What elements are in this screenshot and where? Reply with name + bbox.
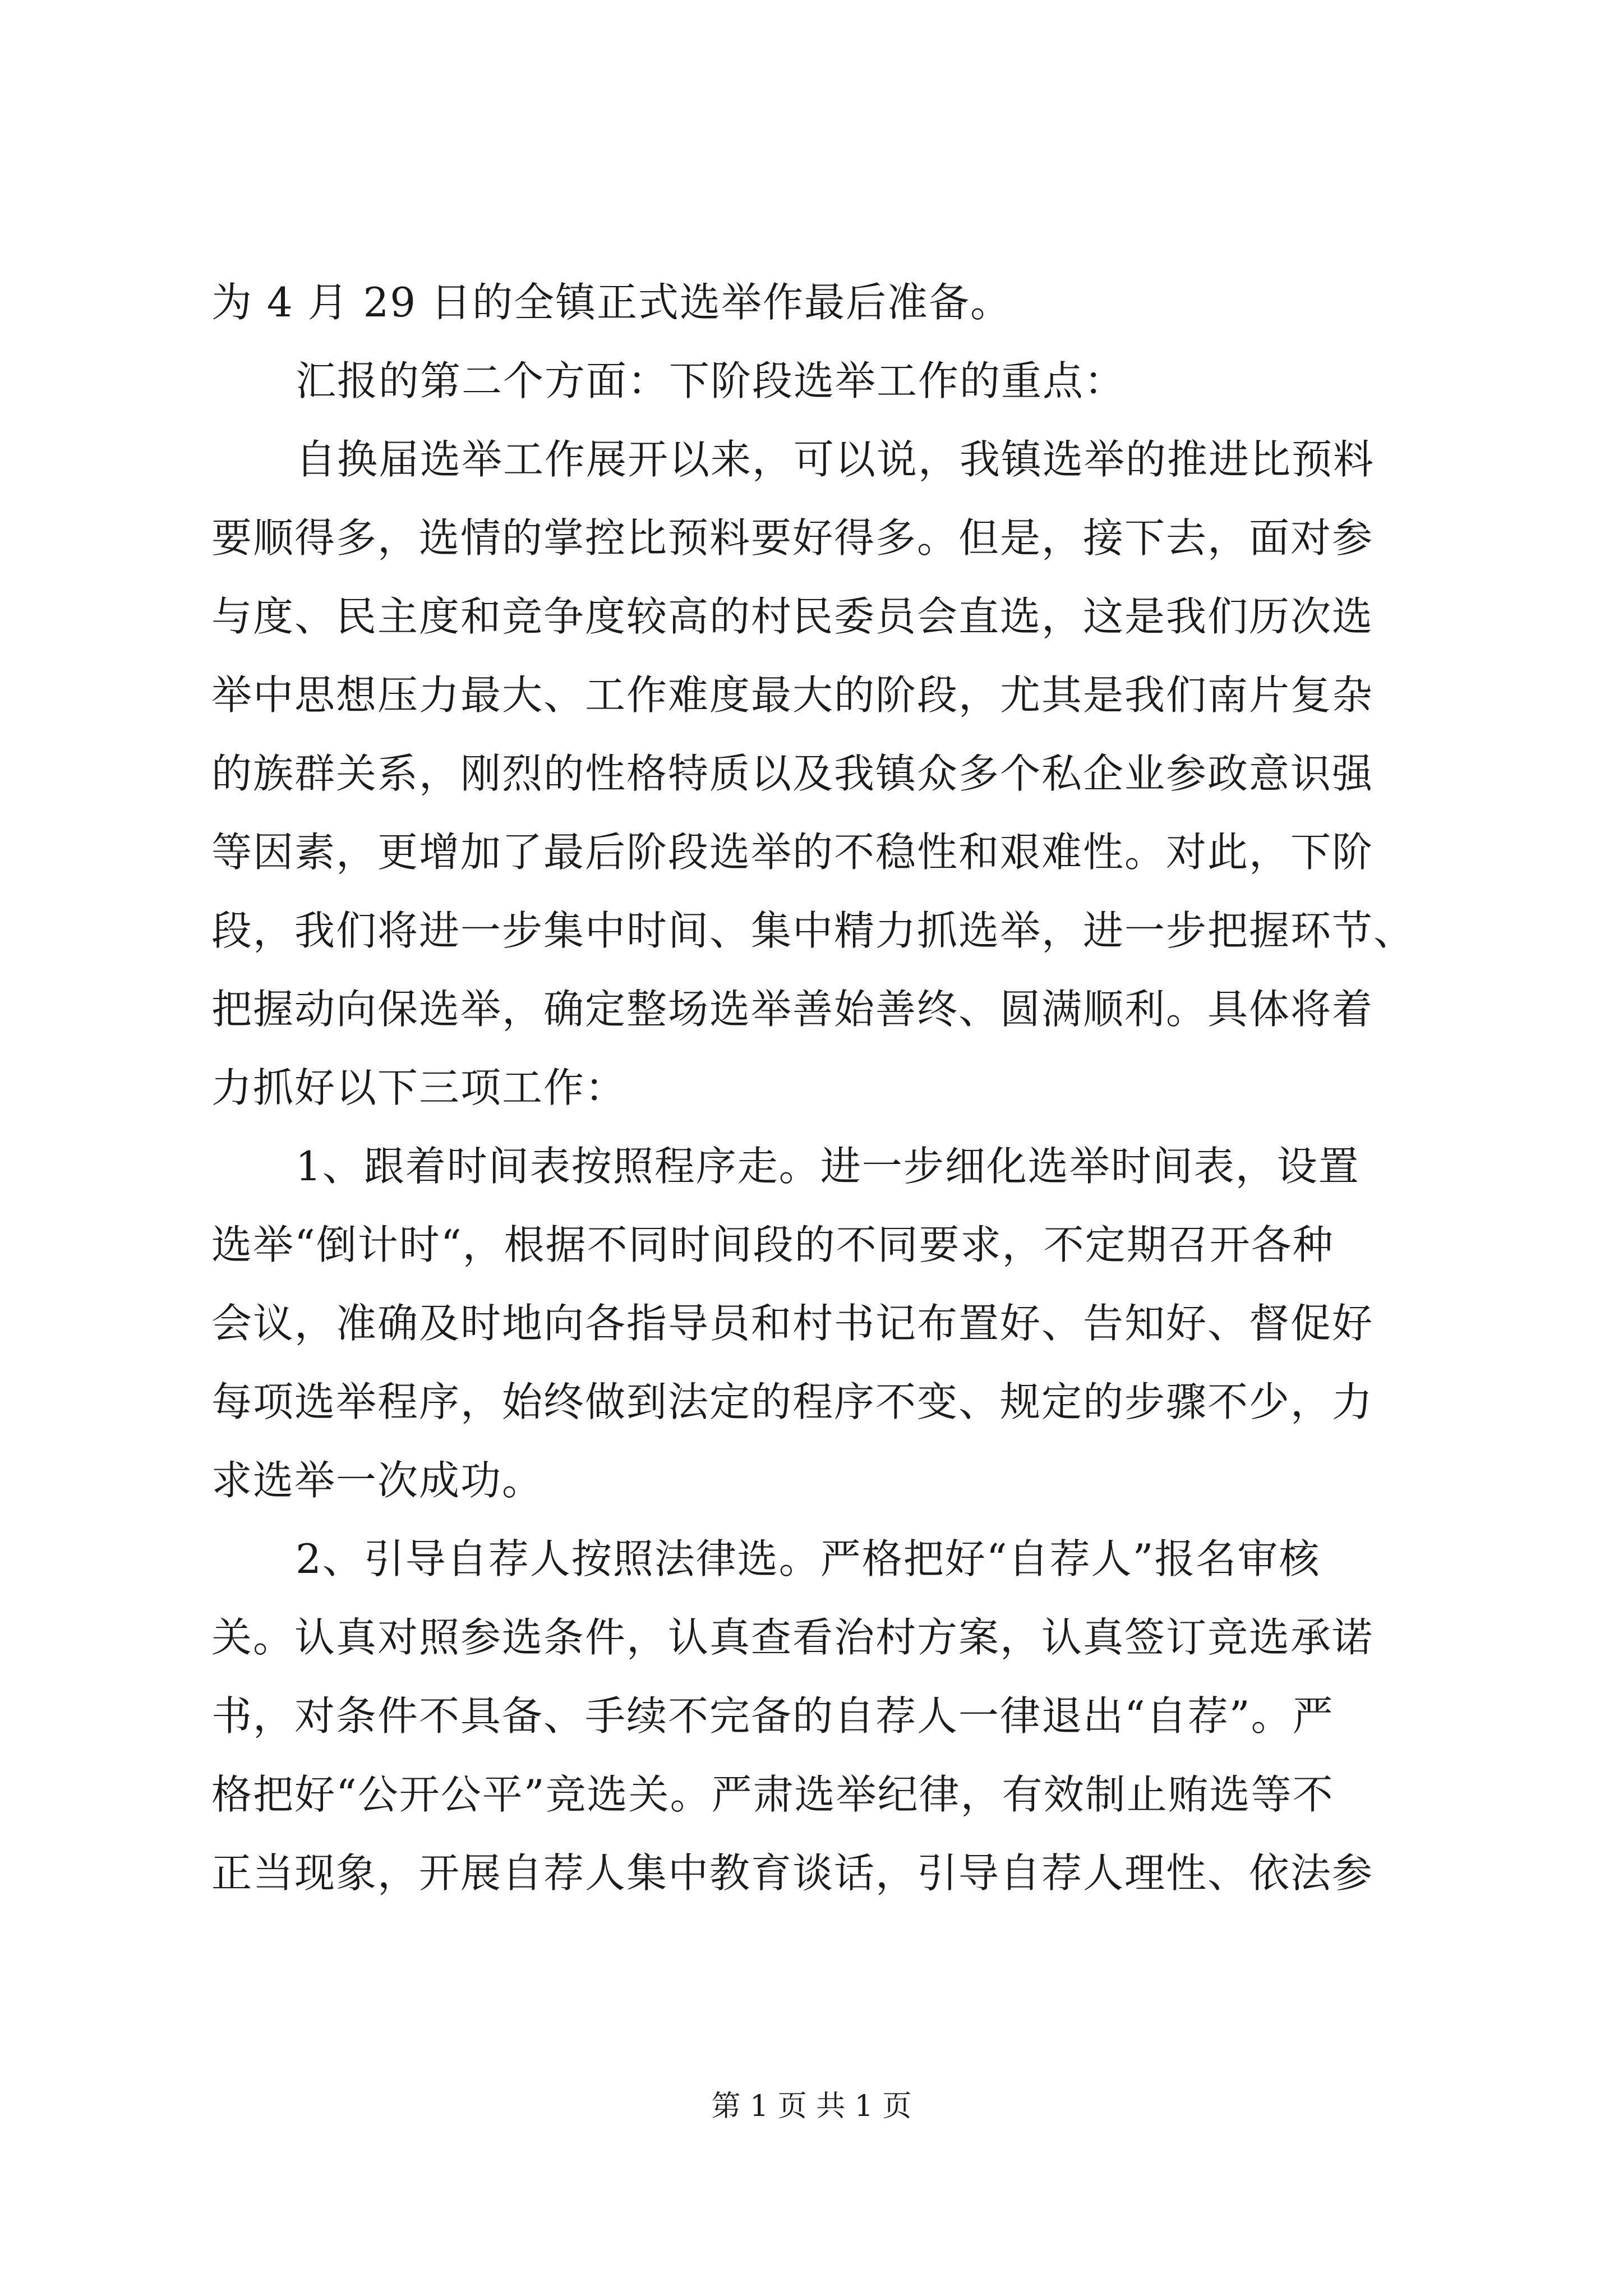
text-line: 每项选举程序，始终做到法定的程序不变、规定的步骤不少，力: [211, 1378, 1374, 1425]
text-line: 格把好“公开公平”竞选关。严肃选举纪律，有效制止贿选等不: [211, 1771, 1334, 1818]
text-line: 1、跟着时间表按照程序走。进一步细化选举时间表，设置: [296, 1143, 1360, 1190]
section-heading: 汇报的第二个方面：下阶段选举工作的重点：: [296, 357, 1126, 404]
text-line: 自换届选举工作展开以来，可以说，我镇选举的推进比预料: [296, 436, 1375, 483]
text-line: 选举“倒计时“，根据不同时间段的不同要求，不定期召开各种: [211, 1221, 1334, 1268]
text-line: 等因素，更增加了最后阶段选举的不稳性和艰难性。对此，下阶: [211, 829, 1374, 876]
text-line: 要顺得多，选情的掌控比预料要好得多。但是，接下去，面对参: [211, 514, 1374, 562]
text-line: 正当现象，开展自荐人集中教育谈话，引导自荐人理性、依法参: [211, 1849, 1374, 1897]
text-line: 力抓好以下三项工作：: [211, 1064, 627, 1111]
text-line: 段，我们将进一步集中时间、集中精力抓选举，进一步把握环节、: [211, 907, 1415, 954]
text-line: 为 4 月 29 日的全镇正式选举作最后准备。: [211, 279, 1012, 326]
text-line: 求选举一次成功。: [211, 1457, 544, 1504]
text-line: 把握动向保选举，确定整场选举善始善终、圆满顺利。具体将着: [211, 986, 1374, 1033]
document-body: [211, 263, 1425, 1912]
text-line: 2、引导自荐人按照法律选。严格把好“自荐人”报名审核: [296, 1535, 1321, 1582]
text-line: 举中思想压力最大、工作难度最大的阶段，尤其是我们南片复杂: [211, 671, 1374, 719]
text-line: 与度、民主度和竞争度较高的村民委员会直选，这是我们历次选: [211, 593, 1374, 640]
page-footer: [0, 2087, 1623, 2126]
text-line: 的族群关系，刚烈的性格特质以及我镇众多个私企业参政意识强: [211, 750, 1374, 797]
text-line: 书，对条件不具备、手续不完备的自荐人一律退出“自荐”。严: [211, 1692, 1334, 1740]
page-number-label: 第 1 页 共 1 页: [711, 2090, 912, 2123]
text-line: 关。认真对照参选条件，认真查看治村方案，认真签订竞选承诺: [211, 1614, 1374, 1661]
text-line: 会议，准确及时地向各指导员和村书记布置好、告知好、督促好: [211, 1300, 1374, 1347]
